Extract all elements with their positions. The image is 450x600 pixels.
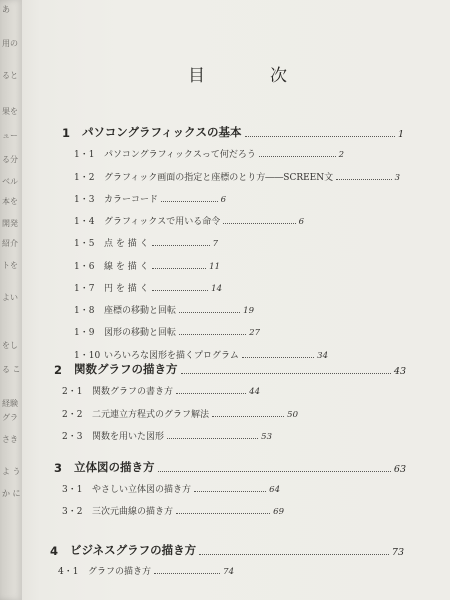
section-number: 1・4 [74, 217, 95, 227]
section-title: 図形の移動と回転 [104, 328, 177, 338]
page-number: 64 [269, 485, 280, 495]
section-title: いろいろな図形を描くプログラム [104, 351, 239, 361]
page-number: 43 [393, 366, 406, 377]
section-title: 円 を 描 く [104, 284, 149, 294]
margin-fragment: よ う [2, 467, 21, 476]
toc-section-1-2 [74, 170, 400, 183]
leader-dots [161, 200, 218, 202]
leader-dots [176, 512, 270, 514]
section-number: 1・8 [74, 306, 95, 316]
chapter-number: 4 [50, 544, 59, 558]
leader-dots [223, 222, 295, 224]
page-number: 50 [287, 410, 298, 420]
chapter-title: 関数グラフの描き方 [74, 362, 178, 376]
chapter-title: 立体図の描き方 [74, 460, 155, 474]
leader-dots [152, 267, 207, 269]
toc-section-1-5 [74, 236, 218, 249]
margin-fragment: よい [2, 293, 18, 302]
margin-fragment: ュー [2, 131, 18, 140]
leader-dots [242, 356, 314, 358]
page-number: 27 [249, 328, 260, 338]
margin-fragment: あ [2, 5, 10, 14]
chapter-number: 1 [62, 126, 71, 140]
page-number: 11 [209, 262, 220, 272]
section-number: 2・3 [62, 432, 83, 442]
section-title: 点 を 描 く [104, 239, 149, 249]
section-number: 1・5 [74, 239, 95, 249]
margin-fragment: 果を [2, 107, 18, 116]
page-number: 34 [317, 351, 328, 361]
leader-dots [194, 490, 266, 492]
section-number: 1・9 [74, 328, 95, 338]
toc-chapter-2 [54, 361, 406, 377]
section-title: 関数を用いた図形 [92, 432, 165, 442]
margin-fragment: グラ [2, 413, 18, 422]
margin-fragment: 開発 [2, 219, 18, 228]
section-number: 2・2 [62, 410, 83, 420]
toc-section-1-4 [74, 214, 304, 227]
leader-dots [152, 244, 210, 246]
section-title: パソコングラフィックスって何だろう [104, 150, 256, 160]
leader-dots [259, 155, 336, 157]
leader-dots [167, 437, 258, 439]
section-title: 座標の移動と回転 [104, 306, 177, 316]
leader-dots [181, 372, 391, 374]
margin-fragment: さき [2, 435, 18, 444]
page-number: 6 [298, 217, 304, 227]
toc-section-1-7 [74, 281, 222, 294]
section-title: グラフの描き方 [88, 567, 152, 577]
toc-section-1-10 [74, 348, 328, 361]
leader-dots [199, 553, 389, 555]
page-number: 2 [338, 150, 344, 160]
chapter-title: ビジネスグラフの描き方 [70, 543, 197, 557]
margin-fragment: 本を [2, 197, 18, 206]
leader-dots [245, 135, 395, 137]
leader-dots [179, 333, 246, 335]
toc-section-4-1 [58, 564, 234, 577]
page-number: 1 [397, 129, 404, 140]
section-title: グラフィック画面の指定と座標のとり方――SCREEN文 [104, 173, 334, 183]
section-number: 1・1 [74, 150, 95, 160]
margin-fragment: 経験 [2, 399, 18, 408]
toc-chapter-1 [62, 124, 404, 140]
margin-fragment: ベル [2, 177, 18, 186]
leader-dots [336, 178, 391, 180]
toc-section-2-3 [62, 429, 272, 442]
page-number: 6 [220, 195, 226, 205]
page-number: 53 [261, 432, 272, 442]
section-number: 2・1 [62, 387, 83, 397]
section-title: グラフィックスで用いる命令 [104, 217, 221, 227]
leader-dots [179, 311, 240, 313]
section-number: 1・10 [74, 351, 101, 361]
section-title: 二元連立方程式のグラフ解法 [92, 410, 210, 420]
page-number: 74 [223, 567, 234, 577]
margin-fragment: る こ [2, 365, 21, 374]
chapter-number: 2 [54, 363, 63, 377]
section-number: 4・1 [58, 567, 79, 577]
section-title: やさしい立体図の描き方 [92, 485, 192, 495]
margin-fragment: る分 [2, 155, 18, 164]
toc-section-1-8 [74, 303, 254, 316]
margin-fragment: 紹介 [2, 239, 18, 248]
toc-title-char: 次 [270, 65, 288, 86]
margin-fragment: 用の [2, 39, 18, 48]
page-number: 7 [212, 239, 218, 249]
section-number: 1・2 [74, 173, 95, 183]
page-number: 63 [393, 464, 406, 475]
leader-dots [152, 289, 209, 291]
toc-section-1-6 [74, 259, 220, 272]
page-number: 3 [394, 173, 400, 183]
leader-dots [212, 415, 284, 417]
leader-dots [158, 470, 391, 472]
toc-section-3-2 [62, 504, 284, 517]
section-title: 三次元曲線の描き方 [92, 507, 174, 517]
toc-section-1-3 [74, 192, 226, 205]
facing-page-edge [0, 0, 22, 600]
section-title: 線 を 描 く [104, 262, 149, 272]
section-number: 1・6 [74, 262, 95, 272]
section-number: 3・2 [62, 507, 83, 517]
toc-section-2-1 [62, 384, 260, 397]
leader-dots [154, 572, 220, 574]
section-number: 3・1 [62, 485, 83, 495]
margin-fragment: か に [2, 489, 21, 498]
toc-section-2-2 [62, 407, 298, 420]
toc-chapter-4 [50, 542, 404, 558]
margin-fragment: ると [2, 71, 18, 80]
section-number: 1・7 [74, 284, 95, 294]
section-title: 関数グラフの書き方 [92, 387, 174, 397]
chapter-number: 3 [54, 461, 63, 475]
toc-title [188, 62, 288, 84]
toc-section-1-1 [74, 147, 344, 160]
page-number: 44 [249, 387, 260, 397]
toc-section-3-1 [62, 482, 280, 495]
toc-section-1-9 [74, 325, 260, 338]
page-number: 69 [273, 507, 284, 517]
margin-fragment: トを [2, 261, 18, 270]
section-number: 1・3 [74, 195, 95, 205]
margin-fragment: をし [2, 341, 18, 350]
page-number: 14 [211, 284, 222, 294]
toc-title-char: 目 [188, 65, 206, 86]
toc-chapter-3 [54, 459, 406, 475]
page-number: 73 [391, 547, 404, 558]
page-number: 19 [243, 306, 254, 316]
chapter-title: パソコングラフィックスの基本 [82, 125, 242, 139]
section-title: カラーコード [104, 195, 159, 205]
leader-dots [176, 392, 246, 394]
